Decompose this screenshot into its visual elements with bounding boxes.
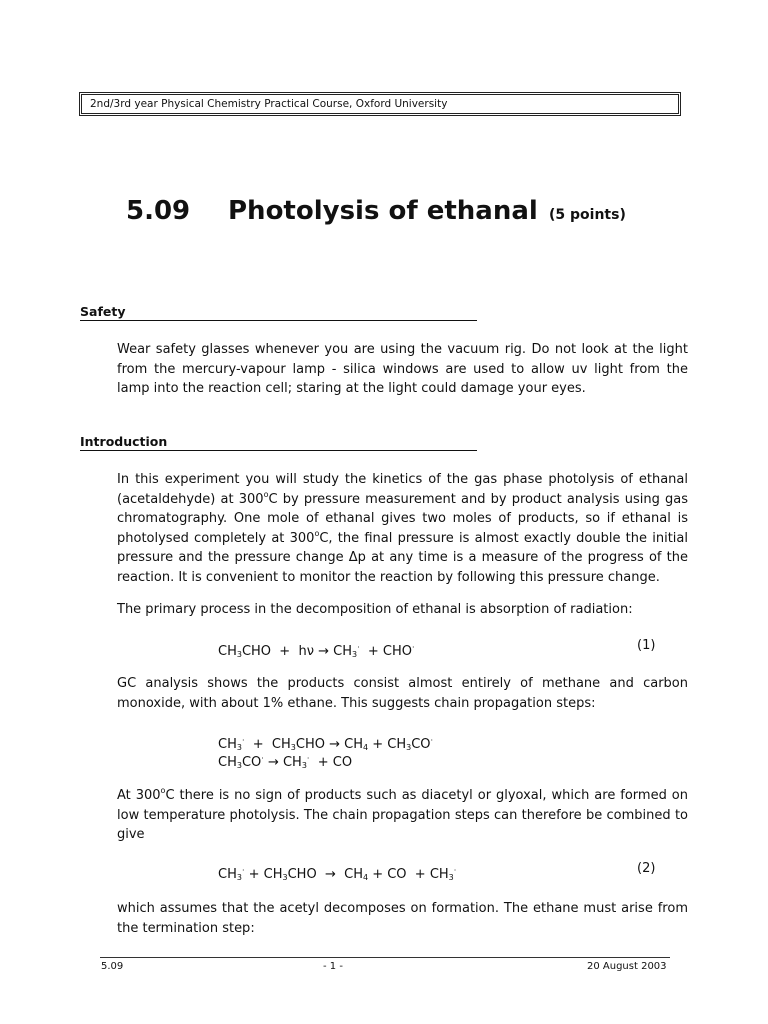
course-header-text: 2nd/3rd year Physical Chemistry Practical Course, Oxford University	[90, 98, 448, 110]
equation-propagation-1: $CH_3^\cdot + CH_3CHO \to CH_4 + CH_3CO^\cdot$	[218, 736, 434, 752]
footer-page-number: - 1 -	[323, 961, 343, 972]
intro-paragraph-5: which assumes that the acetyl decomposes on formation. The ethane must arise from the termination step:	[117, 901, 688, 936]
footer-date: 20 August 2003	[587, 961, 667, 972]
page-title: Photolysis of ethanal	[228, 196, 538, 226]
equation-1: $CH_3CHO + h\nu \to CH_3^\cdot + CHO^\cdot$	[218, 643, 415, 659]
points-label: (5 points)	[549, 207, 626, 223]
intro-paragraph-3: GC analysis shows the products consist almost entirely of methane and carbon monoxide, with about 1% ethane. This suggests chain propagation steps:	[117, 676, 688, 711]
intro-paragraph-1: In this experiment you will study the kinetics of the gas phase photolysis of ethanal (acetaldehyde) at 300$^o$C by pressure measurement and by product analysis using gas chromatography. One mole of ethanal gives two moles of products, so if ethanal is photolysed completely at 300$^o$C, the final pressure is almost exactly double the initial pressure and the pressure change Δp at any time is a measure of the progress of the reaction. It is convenient to monitor the reaction by following this pressure change.	[117, 472, 688, 585]
intro-paragraph-4: At 300$^o$C there is no sign of products such as diacetyl or glyoxal, which are formed on low temperature photolysis. The chain propagation steps can therefore be combined to give	[117, 786, 688, 842]
equation-1-number: (1)	[637, 638, 656, 653]
intro-paragraph-2: The primary process in the decomposition of ethanal is absorption of radiation:	[117, 602, 633, 617]
footer-divider	[100, 957, 670, 958]
footer-section-number: 5.09	[101, 961, 124, 972]
experiment-number: 5.09	[126, 196, 191, 226]
course-header	[79, 92, 681, 116]
equation-2-number: (2)	[637, 861, 656, 876]
safety-paragraph: Wear safety glasses whenever you are using the vacuum rig. Do not look at the light from the mercury-vapour lamp - silica windows are used to allow uv light from the lamp into the reaction cell; staring at the light could damage your eyes.	[117, 342, 688, 396]
equation-2: $CH_3^\cdot + CH_3CHO \to CH_4$ + CO + $CH_3^\cdot$	[218, 866, 457, 882]
equation-propagation-2: $CH_3CO^\cdot \to CH_3^\cdot$ + CO	[218, 754, 353, 770]
introduction-heading: Introduction	[80, 434, 477, 451]
safety-heading: Safety	[80, 304, 477, 321]
